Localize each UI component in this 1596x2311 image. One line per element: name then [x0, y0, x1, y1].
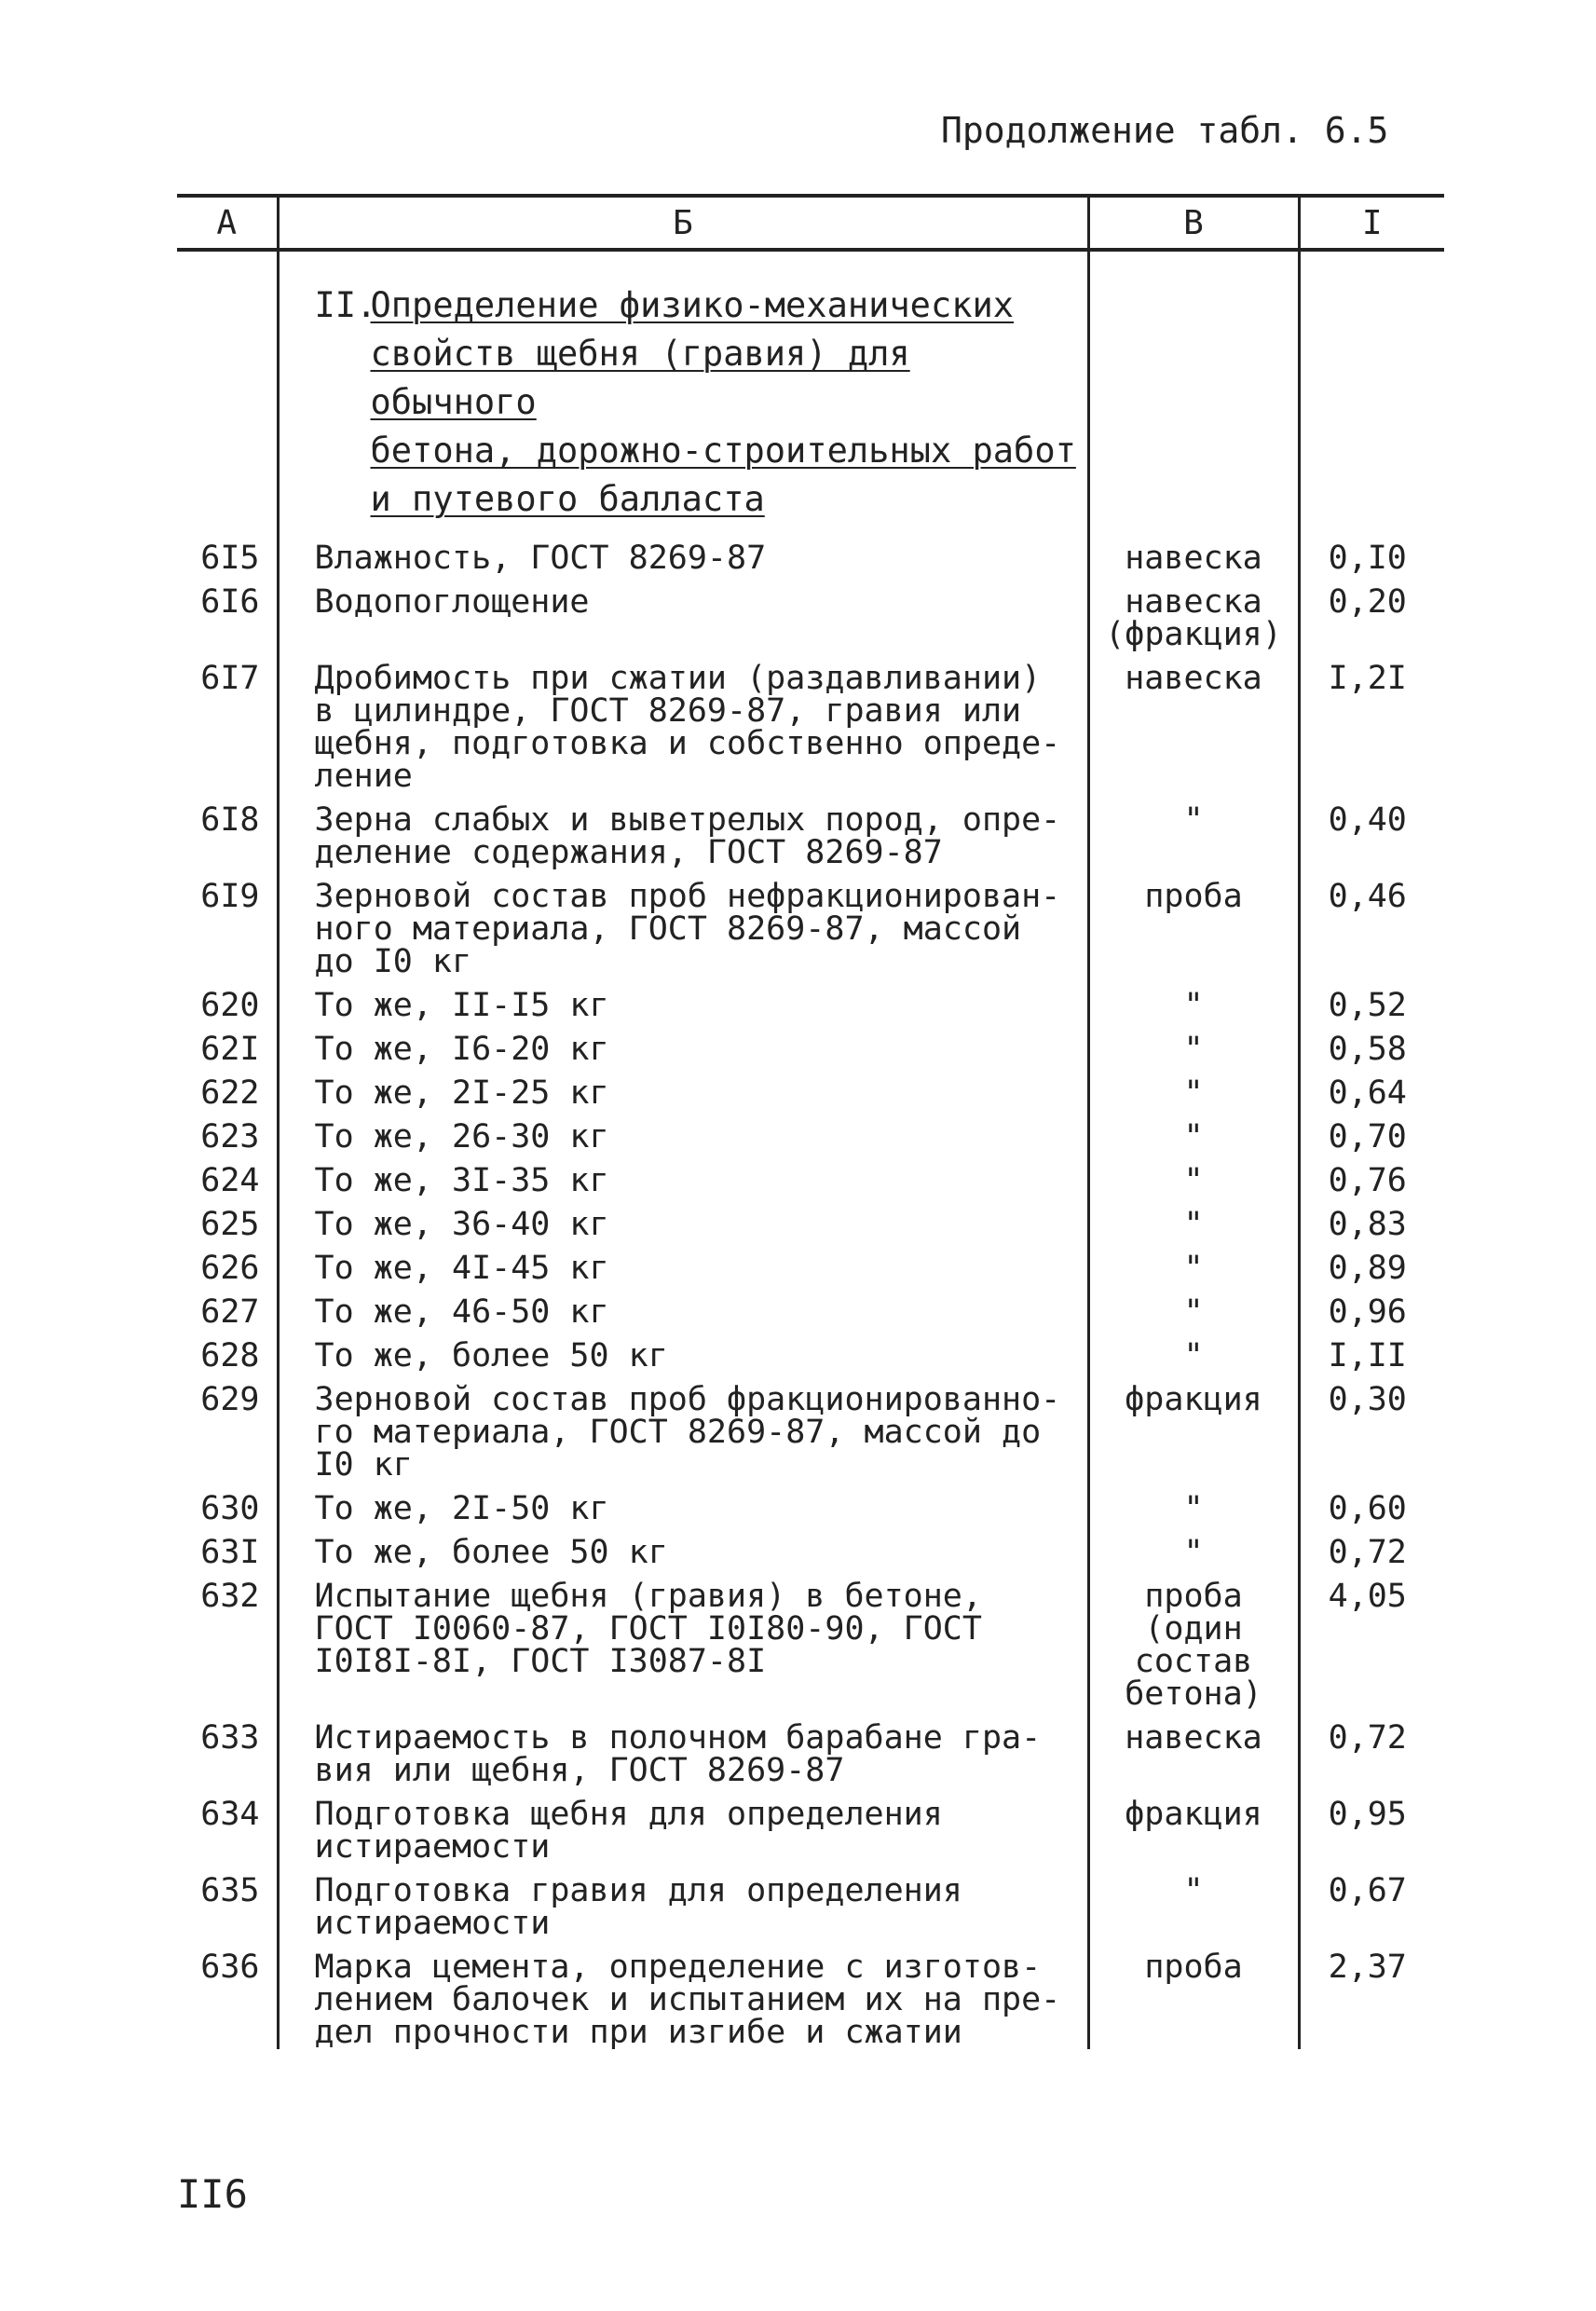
row-unit-line: состав	[1134, 1643, 1253, 1680]
row-name-line: вия или щебня, ГОСТ 8269-87	[314, 1752, 845, 1789]
row-code: 635	[200, 1872, 260, 1909]
row-value: 0,76	[1299, 1154, 1444, 1197]
section-title-line: бетона, дорожно-строительных работ	[370, 431, 1076, 471]
row-unit-line: (один	[1144, 1610, 1243, 1648]
row-unit	[1088, 1154, 1299, 1197]
row-name	[278, 1329, 1088, 1373]
row-name-line: Марка цемента, определение с изготов-	[314, 1949, 1042, 1986]
row-name-line: То же, I6-20 кг	[314, 1031, 609, 1068]
header-col-a: А	[177, 196, 278, 250]
table-row	[177, 1787, 1444, 1864]
row-unit-line: навеска	[1125, 1719, 1262, 1757]
row-value: 0,96	[1299, 1285, 1444, 1329]
price-table	[177, 194, 1444, 2049]
row-unit	[1088, 1241, 1299, 1285]
row-name-line: Зерна слабых и выветрелых пород, опре-	[314, 801, 1061, 839]
row-unit	[1088, 978, 1299, 1022]
row-unit	[1088, 1329, 1299, 1373]
row-unit-line: проба	[1144, 1949, 1243, 1986]
row-value: 0,I0	[1299, 531, 1444, 575]
row-value: 0,52	[1299, 978, 1444, 1022]
row-code: 624	[200, 1162, 260, 1199]
row-unit-line: проба	[1144, 878, 1243, 915]
table-row	[177, 1482, 1444, 1525]
row-name-line: То же, 26-30 кг	[314, 1118, 609, 1156]
table-row	[177, 1940, 1444, 2049]
row-name-line: Водопоглощение	[314, 583, 590, 621]
table-row	[177, 1022, 1444, 1066]
row-unit-line: "	[1183, 801, 1204, 839]
row-name-line: Дробимость при сжатии (раздавливании)	[314, 660, 1042, 697]
table-row	[177, 1197, 1444, 1241]
row-value: 0,46	[1299, 869, 1444, 978]
row-name-line: в цилиндре, ГОСТ 8269-87, гравия или	[314, 692, 1022, 730]
table-row	[177, 531, 1444, 575]
row-value: 0,95	[1299, 1787, 1444, 1864]
row-code: 6I6	[200, 583, 260, 621]
row-unit	[1088, 1373, 1299, 1482]
table-row	[177, 1154, 1444, 1197]
row-code: 636	[200, 1949, 260, 1986]
table-row	[177, 1066, 1444, 1110]
row-code: 6I5	[200, 540, 260, 577]
row-unit-line: фракция	[1125, 1381, 1262, 1418]
row-code: 622	[200, 1074, 260, 1112]
row-value: 4,05	[1299, 1569, 1444, 1711]
row-unit	[1088, 1110, 1299, 1154]
row-unit-line: "	[1183, 1337, 1204, 1374]
row-value: I,II	[1299, 1329, 1444, 1373]
row-code: 629	[200, 1381, 260, 1418]
table-row	[177, 651, 1444, 793]
row-name-line: Подготовка щебня для определения	[314, 1796, 943, 1833]
row-name	[278, 651, 1088, 793]
table-row	[177, 869, 1444, 978]
row-unit	[1088, 1525, 1299, 1569]
row-name	[278, 1154, 1088, 1197]
row-name-line: То же, II-I5 кг	[314, 987, 609, 1024]
row-unit-line: "	[1183, 1490, 1204, 1527]
row-name	[278, 1711, 1088, 1787]
row-unit	[1088, 1569, 1299, 1711]
row-name-line: То же, 3I-35 кг	[314, 1162, 609, 1199]
row-unit	[1088, 651, 1299, 793]
table-body	[177, 250, 1444, 2049]
section-title-line: свойств щебня (гравия) для обычного	[370, 334, 910, 422]
row-unit-line: (фракция)	[1105, 616, 1282, 653]
page-number: II6	[177, 2171, 248, 2217]
row-name	[278, 869, 1088, 978]
row-value: 0,83	[1299, 1197, 1444, 1241]
row-code: 627	[200, 1293, 260, 1331]
row-unit-line: "	[1183, 1031, 1204, 1068]
row-value: 0,60	[1299, 1482, 1444, 1525]
table-caption: Продолжение табл. 6.5	[941, 110, 1389, 151]
row-name	[278, 1569, 1088, 1711]
table-row	[177, 1569, 1444, 1711]
row-value: 0,20	[1299, 575, 1444, 651]
row-name	[278, 793, 1088, 869]
row-unit-line: проба	[1144, 1578, 1243, 1615]
row-name	[278, 1525, 1088, 1569]
row-unit	[1088, 575, 1299, 651]
row-code: 628	[200, 1337, 260, 1374]
row-unit-line: "	[1183, 1074, 1204, 1112]
row-unit-line: "	[1183, 1250, 1204, 1287]
row-code: 620	[200, 987, 260, 1024]
row-code: 6I9	[200, 878, 260, 915]
row-code: 6I7	[200, 660, 260, 697]
row-name-line: I0 кг	[314, 1446, 413, 1484]
row-name	[278, 1241, 1088, 1285]
table-row	[177, 1711, 1444, 1787]
row-name	[278, 1066, 1088, 1110]
table-row	[177, 1373, 1444, 1482]
row-unit	[1088, 1482, 1299, 1525]
row-value: I,2I	[1299, 651, 1444, 793]
row-unit-line: "	[1183, 1162, 1204, 1199]
table-row	[177, 1329, 1444, 1373]
row-name	[278, 1482, 1088, 1525]
row-name	[278, 575, 1088, 651]
row-name-line: Зерновой состав проб фракционированно-	[314, 1381, 1061, 1418]
row-unit-line: "	[1183, 1293, 1204, 1331]
row-unit	[1088, 1197, 1299, 1241]
row-name	[278, 1285, 1088, 1329]
row-value: 0,58	[1299, 1022, 1444, 1066]
row-value: 0,64	[1299, 1066, 1444, 1110]
table-header	[177, 196, 1444, 250]
row-name-line: То же, 46-50 кг	[314, 1293, 609, 1331]
row-code: 630	[200, 1490, 260, 1527]
row-name	[278, 978, 1088, 1022]
row-name	[278, 1197, 1088, 1241]
row-code: 625	[200, 1206, 260, 1243]
row-name-line: до I0 кг	[314, 943, 472, 980]
row-code: 632	[200, 1578, 260, 1615]
row-code: 634	[200, 1796, 260, 1833]
table-row	[177, 1525, 1444, 1569]
row-unit	[1088, 1940, 1299, 2049]
row-name	[278, 1787, 1088, 1864]
row-name-line: лением балочек и испытанием их на пре-	[314, 1981, 1061, 2018]
row-unit-line: навеска	[1125, 540, 1262, 577]
section-title-line: и путевого балласта	[370, 479, 765, 519]
section-row	[177, 250, 1444, 531]
row-name-line: дел прочности при изгибе и сжатии	[314, 2014, 962, 2051]
row-value: 0,67	[1299, 1864, 1444, 1940]
row-value: 0,72	[1299, 1711, 1444, 1787]
row-unit-line: навеска	[1125, 583, 1262, 621]
row-name-line: То же, 4I-45 кг	[314, 1250, 609, 1287]
table-row	[177, 1241, 1444, 1285]
row-code: 62I	[200, 1031, 260, 1068]
row-name-line: То же, 2I-25 кг	[314, 1074, 609, 1112]
row-unit	[1088, 1864, 1299, 1940]
table-row	[177, 575, 1444, 651]
table-row	[177, 1864, 1444, 1940]
header-col-b: Б	[278, 196, 1088, 250]
row-name-line: истираемости	[314, 1905, 551, 1942]
row-unit	[1088, 1066, 1299, 1110]
row-unit	[1088, 1711, 1299, 1787]
row-unit	[1088, 1285, 1299, 1329]
row-name-line: Истираемость в полочном барабане гра-	[314, 1719, 1042, 1757]
header-col-c: В	[1088, 196, 1299, 250]
row-name-line: го материала, ГОСТ 8269-87, массой до	[314, 1414, 1042, 1451]
row-name-line: То же, более 50 кг	[314, 1337, 668, 1374]
row-value: 0,72	[1299, 1525, 1444, 1569]
row-name	[278, 1110, 1088, 1154]
table-row	[177, 793, 1444, 869]
row-value: 0,30	[1299, 1373, 1444, 1482]
section-number: II.	[314, 285, 377, 325]
row-name-line: ГОСТ I0060-87, ГОСТ I0I80-90, ГОСТ	[314, 1610, 982, 1648]
row-value: 0,70	[1299, 1110, 1444, 1154]
table-row	[177, 978, 1444, 1022]
row-name-line: То же, 36-40 кг	[314, 1206, 609, 1243]
row-name-line: Зерновой состав проб нефракционирован-	[314, 878, 1061, 915]
row-name-line: ного материала, ГОСТ 8269-87, массой	[314, 910, 1022, 948]
row-name	[278, 1940, 1088, 2049]
row-unit-line: "	[1183, 1118, 1204, 1156]
header-col-d: I	[1299, 196, 1444, 250]
row-value: 0,89	[1299, 1241, 1444, 1285]
row-name-line: I0I8I-8I, ГОСТ I3087-8I	[314, 1643, 767, 1680]
row-unit-line: "	[1183, 1872, 1204, 1909]
row-code: 633	[200, 1719, 260, 1757]
row-name-line: То же, более 50 кг	[314, 1534, 668, 1571]
table-row	[177, 1110, 1444, 1154]
row-unit-line: фракция	[1125, 1796, 1262, 1833]
row-unit	[1088, 1022, 1299, 1066]
row-code: 6I8	[200, 801, 260, 839]
row-unit	[1088, 1787, 1299, 1864]
row-value: 2,37	[1299, 1940, 1444, 2049]
row-name	[278, 1022, 1088, 1066]
row-unit-line: "	[1183, 987, 1204, 1024]
row-name-line: щебня, подготовка и собственно опреде-	[314, 725, 1061, 762]
row-name-line: деление содержания, ГОСТ 8269-87	[314, 834, 943, 871]
table-row	[177, 1285, 1444, 1329]
row-code: 623	[200, 1118, 260, 1156]
row-unit-line: навеска	[1125, 660, 1262, 697]
section-title-line: Определение физико-механических	[370, 285, 1015, 325]
row-unit-line: "	[1183, 1534, 1204, 1571]
row-unit-line: "	[1183, 1206, 1204, 1243]
section-heading	[315, 281, 1087, 524]
row-name-line: истираемости	[314, 1828, 551, 1866]
row-name	[278, 1864, 1088, 1940]
row-code: 626	[200, 1250, 260, 1287]
row-name	[278, 531, 1088, 575]
row-code: 63I	[200, 1534, 260, 1571]
row-name-line: Испытание щебня (гравия) в бетоне,	[314, 1578, 982, 1615]
row-name-line: ление	[314, 758, 413, 795]
row-value: 0,40	[1299, 793, 1444, 869]
section-title	[371, 281, 1087, 524]
row-name	[278, 1373, 1088, 1482]
row-name-line: Влажность, ГОСТ 8269-87	[314, 540, 767, 577]
row-unit	[1088, 793, 1299, 869]
row-unit	[1088, 531, 1299, 575]
row-unit	[1088, 869, 1299, 978]
row-name-line: То же, 2I-50 кг	[314, 1490, 609, 1527]
row-name-line: Подготовка гравия для определения	[314, 1872, 962, 1909]
row-unit-line: бетона)	[1125, 1675, 1262, 1713]
